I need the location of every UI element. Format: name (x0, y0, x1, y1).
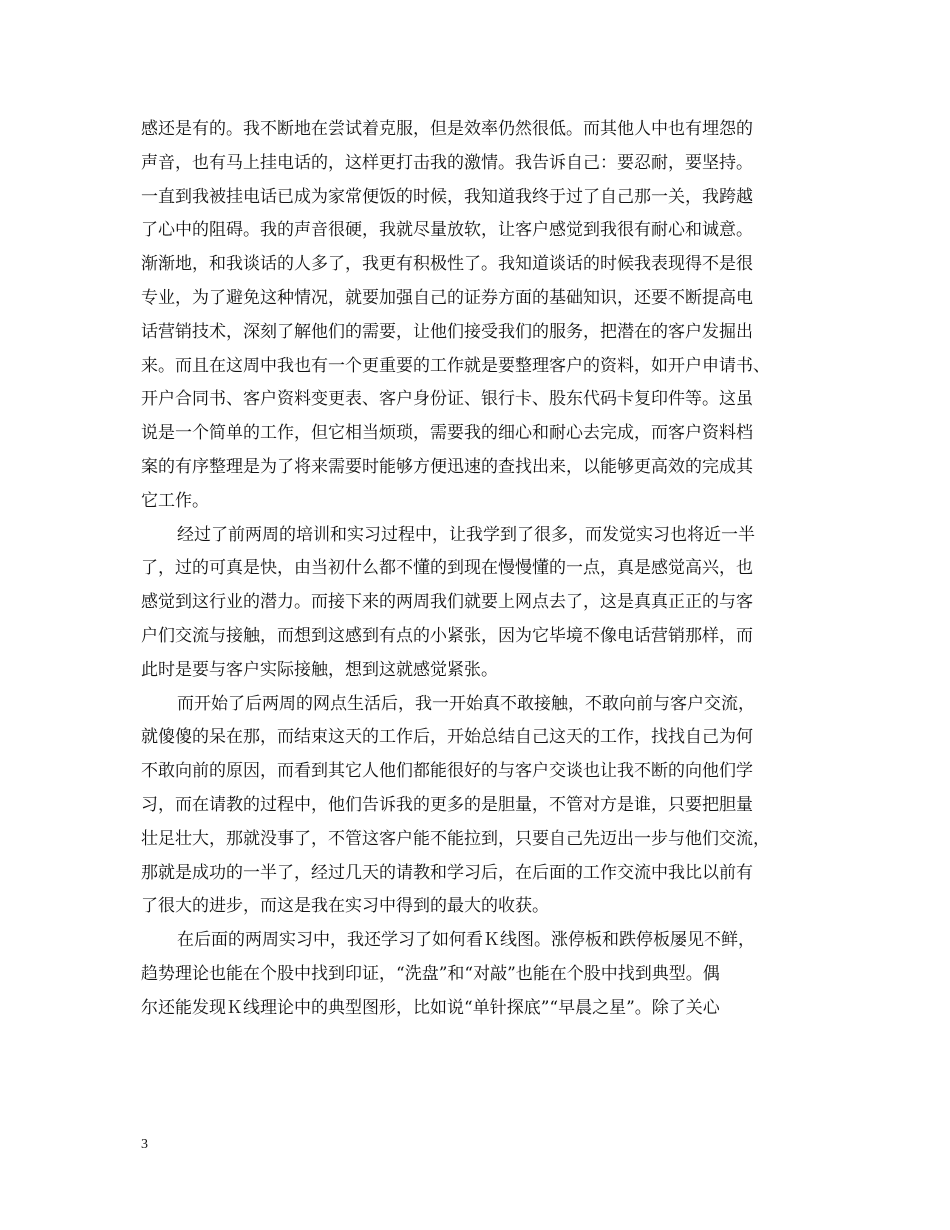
text-line: 尔还能发现Ｋ线理论中的典型图形，比如说“单针探底”“早晨之星”。除了关心 (141, 997, 720, 1018)
paragraph (141, 519, 821, 688)
page-number: 3 (141, 1137, 148, 1152)
text-line: 了，过的可真是快，由当初什么都不懂的到现在慢慢懂的一点，真是感觉高兴，也 (141, 558, 753, 579)
text-line: 渐渐地，和我谈话的人多了，我更有积极性了。我知道谈话的时候我表现得不是很 (141, 254, 753, 275)
text-line: 而开始了后两周的网点生活后，我一开始真不敢接触，不敢向前与客户交流， (177, 693, 755, 714)
text-line: 它工作。 (141, 490, 209, 511)
text-line: 趋势理论也能在个股中找到印证，“洗盘”和“对敲”也能在个股中找到典型。偶 (141, 963, 720, 984)
text-line: 说是一个简单的工作，但它相当烦琐，需要我的细心和耐心去完成，而客户资料档 (141, 423, 753, 444)
text-line: 此时是要与客户实际接触，想到这就感觉紧张。 (141, 659, 498, 680)
text-line: 壮足壮大，那就没事了，不管这客户能不能拉到，只要自己先迈出一步与他们交流， (141, 828, 770, 849)
paragraph (141, 924, 821, 1025)
text-line: 感觉到这行业的潜力。而接下来的两周我们就要上网点去了，这是真真正正的与客 (141, 592, 753, 613)
text-line: 来。而且在这周中我也有一个更重要的工作就是要整理客户的资料，如开户申请书、 (141, 355, 770, 376)
text-line: 专业，为了避免这种情况，就要加强自己的证券方面的基础知识，还要不断提高电 (141, 287, 753, 308)
text-line: 话营销技术，深刻了解他们的需要，让他们接受我们的服务，把潜在的客户发掘出 (141, 321, 753, 342)
text-line: 感还是有的。我不断地在尝试着克服，但是效率仍然很低。而其他人中也有埋怨的 (141, 119, 753, 139)
text-line: 在后面的两周实习中，我还学习了如何看Ｋ线图。涨停板和跌停板屡见不鲜， (177, 930, 755, 951)
text-line: 就傻傻的呆在那，而结束这天的工作后，开始总结自己这天的工作，找找自己为何 (141, 727, 753, 748)
text-line: 那就是成功的一半了，经过几天的请教和学习后，在后面的工作交流中我比以前有 (141, 862, 753, 883)
text-line: 经过了前两周的培训和实习过程中，让我学到了很多，而发觉实习也将近一半 (177, 524, 755, 545)
text-line: 不敢向前的原因，而看到其它人他们都能很好的与客户交谈也让我不断的向他们学 (141, 761, 753, 782)
paragraph (141, 688, 821, 925)
text-line: 一直到我被挂电话已成为家常便饭的时候，我知道我终于过了自己那一关，我跨越 (141, 186, 753, 207)
text-line: 了心中的阻碍。我的声音很硬，我就尽量放软，让客户感觉到我很有耐心和诚意。 (141, 220, 753, 241)
text-line: 声音，也有马上挂电话的，这样更打击我的激情。我告诉自己：要忍耐，要坚持。 (141, 152, 753, 173)
text-line: 开户合同书、客户资料变更表、客户身份证、银行卡、股东代码卡复印件等。这虽 (141, 389, 753, 410)
paragraph (141, 113, 821, 519)
text-line: 了很大的进步，而这是我在实习中得到的最大的收获。 (141, 896, 549, 917)
text-line: 习，而在请教的过程中，他们告诉我的更多的是胆量，不管对方是谁，只要把胆量 (141, 794, 753, 815)
text-line: 案的有序整理是为了将来需要时能够方便迅速的查找出来，以能够更高效的完成其 (141, 456, 753, 477)
text-line: 户们交流与接触，而想到这感到有点的小紧张，因为它毕境不像电话营销那样，而 (141, 625, 753, 646)
document-body (141, 113, 821, 1026)
